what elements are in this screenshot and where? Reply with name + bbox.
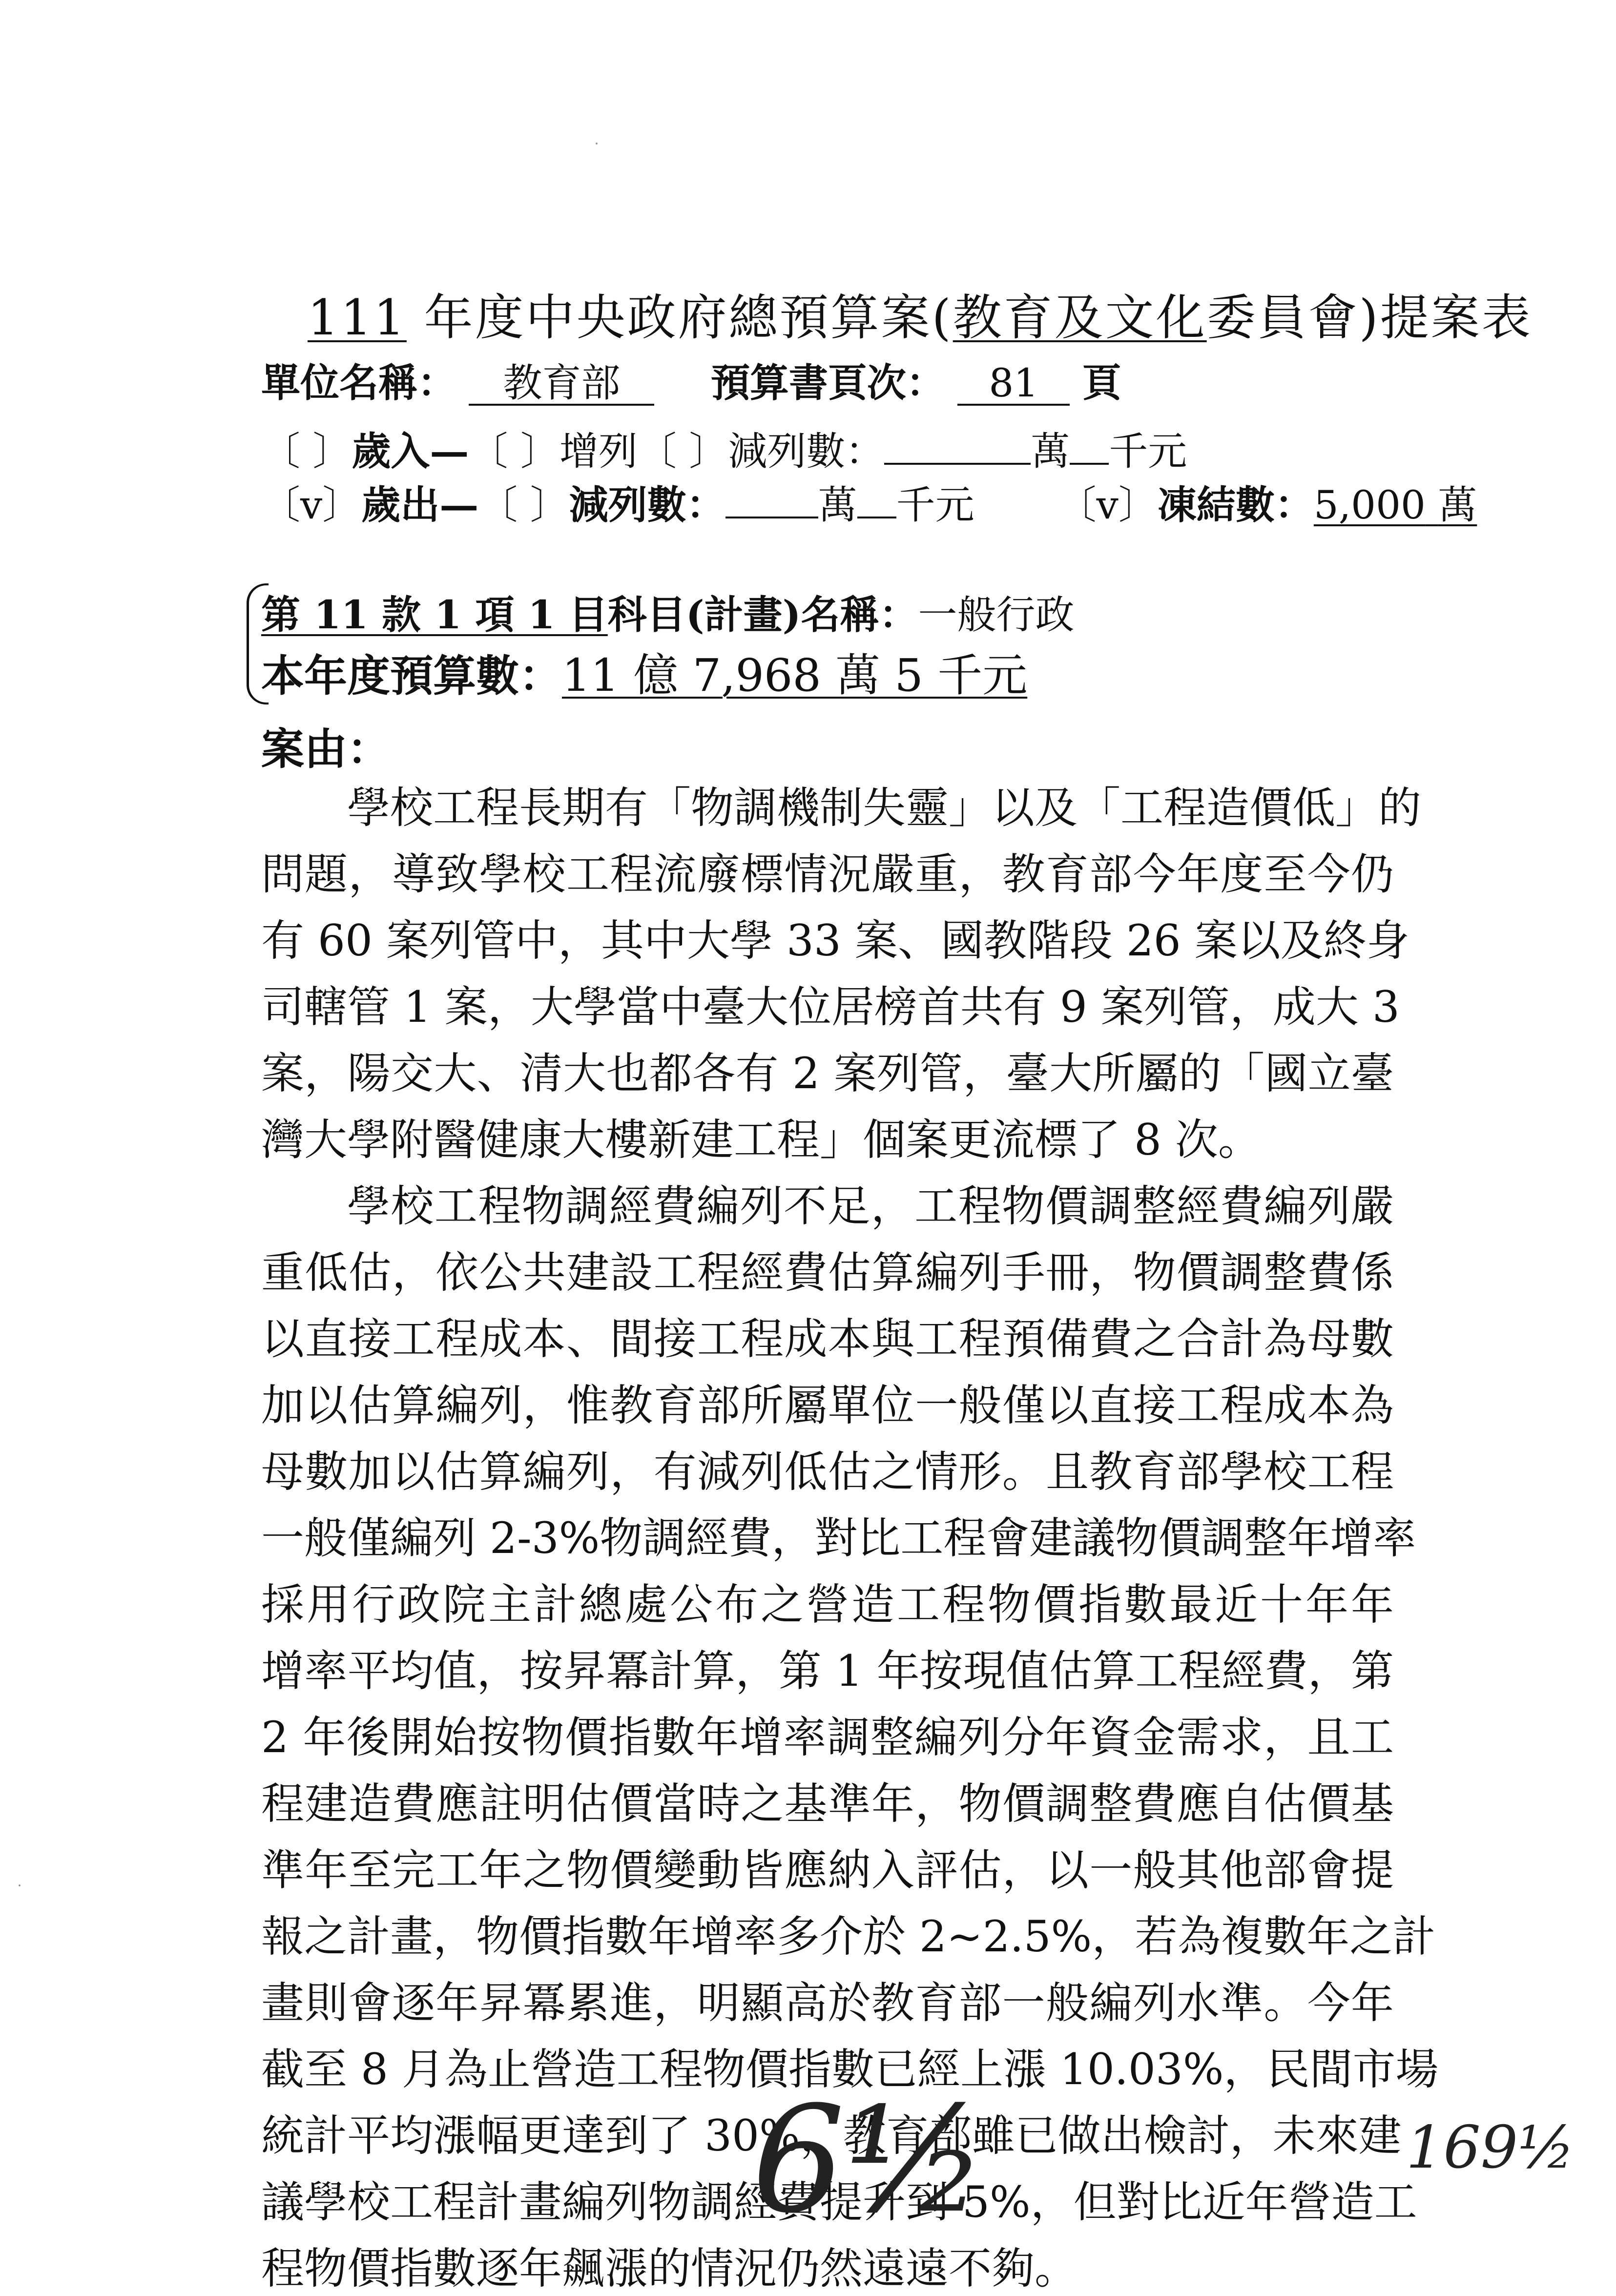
increase-label: 增列	[559, 429, 638, 474]
scan-speck	[19, 1884, 21, 1886]
scan-speck	[596, 143, 598, 145]
reason-text-line: 母數加以估算編列，有減列低估之情形。且教育部學校工程	[261, 1447, 1394, 1497]
reason-text-line: 學校工程物調經費編列不足，工程物價調整經費編列嚴	[347, 1181, 1394, 1231]
expense-label: 歲出—	[361, 482, 479, 528]
budget-label: 本年度預算數：	[261, 650, 562, 701]
committee-name: 教育及文化	[953, 289, 1207, 346]
reason-text-line: 問題，導致學校工程流廢標情況嚴重，教育部今年度至今仍	[261, 849, 1394, 899]
expense-decrease-checkbox: 〔 〕	[478, 482, 569, 528]
reason-text-line: 程物價指數逐年飆漲的情況仍然遠遠不夠。	[261, 2243, 1078, 2294]
page-title	[308, 278, 1533, 349]
handwritten-page-mark: 6½	[752, 2075, 987, 2245]
increase-checkbox: 〔 〕	[469, 429, 559, 474]
reason-text-line: 學校工程長期有「物調機制失靈」以及「工程造價低」的	[347, 783, 1422, 833]
reason-text-line: 統計平均漲幅更達到了 30%，教育部雖已做出檢討，未來建	[261, 2110, 1402, 2161]
reason-text-line: 截至 8 月為止營造工程物價指數已經上漲 10.03%，民間市場	[261, 2044, 1439, 2094]
page-label: 預算書頁次：	[710, 360, 945, 406]
item-name-label: 科目(計畫)名稱：	[607, 592, 918, 638]
item-name-value: 一般行政	[918, 592, 1075, 638]
wan-blank	[725, 482, 818, 518]
wan-blank	[884, 429, 1031, 465]
reason-text-line: 程建造費應註明估價當時之基準年，物價調整費應自估價基	[261, 1779, 1394, 1829]
freeze-amount: 5,000	[1313, 482, 1426, 528]
revenue-label: 歲入—	[352, 428, 469, 474]
budget-value: 11 億 7,968 萬 5 千元	[562, 649, 1028, 702]
reason-text-line: 一般僅編列 2-3%物調經費，對比工程會建議物價調整年增率	[261, 1513, 1416, 1563]
reason-text-line: 案，陽交大、清大也都各有 2 案列管，臺大所屬的「國立臺	[261, 1048, 1394, 1098]
decrease-checkbox: 〔 〕	[637, 429, 728, 474]
reason-text-line: 增率平均值，按昇冪計算，第 1 年按現值估算工程經費，第	[261, 1646, 1394, 1696]
reason-text-line: 加以估算編列，惟教育部所屬單位一般僅以直接工程成本為	[261, 1380, 1394, 1430]
qianyuan-unit: 千元	[1109, 429, 1187, 474]
reason-text-line: 司轄管 1 案，大學當中臺大位居榜首共有 9 案列管，成大 3	[261, 982, 1400, 1032]
revenue-checkbox: 〔 〕	[261, 429, 352, 474]
reason-text-line: 2 年後開始按物價指數年增率調整編列分年資金需求，且工	[261, 1712, 1394, 1762]
item-code: 第 11 款 1 項 1 目	[261, 592, 608, 638]
expense-row	[261, 474, 1477, 530]
decrease-label: 減列數：	[728, 429, 885, 474]
unit-row	[261, 352, 1121, 408]
reason-text-line: 有 60 案列管中，其中大學 33 案、國教階段 26 案以及終身	[261, 915, 1409, 966]
freeze-value	[1314, 482, 1477, 528]
qian-blank	[1070, 429, 1109, 465]
wan-unit: 萬	[818, 482, 857, 528]
reason-text-line: 採用行政院主計總處公布之營造工程物價指數最近十年年	[261, 1579, 1394, 1630]
reason-text-line: 準年至完工年之物價變動皆應納入評估，以一般其他部會提	[261, 1845, 1394, 1895]
freeze-unit: 萬	[1438, 482, 1477, 528]
wan-unit: 萬	[1031, 429, 1070, 474]
reason-text-line: 報之計畫，物價指數年增率多介於 2~2.5%，若為複數年之計	[261, 1911, 1436, 1962]
page-suffix: 頁	[1082, 360, 1121, 406]
qian-blank	[857, 482, 896, 518]
reason-text-line: 以直接工程成本、間接工程成本與工程預備費之合計為母數	[261, 1314, 1394, 1364]
budget-row	[261, 640, 1027, 704]
revenue-row	[261, 420, 1187, 476]
title-end: 委員會)提案表	[1206, 289, 1533, 346]
item-name-row	[261, 583, 1074, 640]
qianyuan-unit: 千元	[896, 482, 974, 528]
freeze-checkbox: 〔v〕	[1057, 482, 1158, 528]
freeze-label: 凍結數：	[1157, 482, 1314, 528]
page-value: 81	[957, 363, 1070, 406]
reason-heading: 案由：	[261, 724, 391, 774]
expense-checkbox: 〔v〕	[261, 482, 362, 528]
unit-value: 教育部	[469, 363, 654, 406]
title-middle: 年度中央政府總預算案(	[424, 289, 953, 346]
budget-year: 111	[308, 289, 407, 346]
expense-decrease-label: 減列數：	[569, 482, 725, 528]
reason-text-line: 灣大學附醫健康大樓新建工程」個案更流標了 8 次。	[261, 1115, 1261, 1165]
handwritten-corner-mark: 169½	[1406, 2114, 1575, 2182]
reason-text-line: 重低估，依公共建設工程經費估算編列手冊，物價調整費係	[261, 1247, 1394, 1298]
reason-text-line: 畫則會逐年昇冪累進，明顯高於教育部一般編列水準。今年	[261, 1978, 1394, 2028]
unit-label: 單位名稱：	[261, 360, 456, 406]
reason-text-line: 議學校工程計畫編列物調經費提升到 5%，但對比近年營造工	[261, 2177, 1417, 2227]
